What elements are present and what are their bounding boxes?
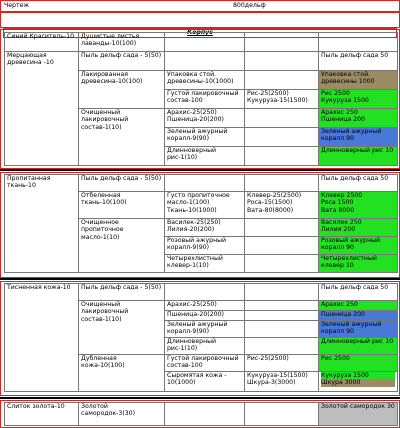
ingredient: Пыль дельф сада - 5(50) — [79, 175, 165, 192]
ingredient: Дубленная кожа-10(100) — [79, 355, 165, 392]
ingredient: Василек-25(250) Лилия-20(200) — [165, 219, 245, 237]
block-dye-wood — [0, 29, 400, 169]
result-cell: Пшеница 200 — [319, 311, 398, 321]
ingredient: Зеленый ажурный коралл-9(90) — [165, 128, 245, 147]
result-cell: Пыль дельф сада 50 — [319, 175, 398, 192]
ingredient: Зеленый ажурный коралл-9(90) — [165, 321, 245, 338]
ingredient: Арахис-25(250) Пшеница-20(200) — [165, 109, 245, 128]
ingredient: Кукуруза-15(1500) Шкура-3(3000) — [245, 372, 319, 392]
ingredient: Пыль дельф сада - 5(50) — [79, 52, 165, 71]
result-cell: Розовый ажурный коралл 90 — [319, 237, 398, 255]
ingredient: Длинноверный рис-1(10) — [165, 338, 245, 355]
result-cell: Зеленый ажурный коралл 90 — [319, 128, 398, 147]
ingredient: Клевер-25(2500) Роса-15(1500) Вата-80(8000) — [245, 192, 319, 219]
item-name: Пропитанная ткань-10 — [5, 175, 79, 273]
item-name: Тисненная кожа-10 — [5, 284, 79, 392]
block-cloth — [0, 172, 400, 278]
ingredient: Золотой самородок-3(30) — [79, 403, 165, 426]
ingredient: Рис-25(2500) Кукуруза-15(1500) — [245, 90, 319, 109]
block-gold — [0, 400, 400, 428]
result-cell: Кукуруза 1500 Шкура 3000 — [319, 372, 398, 392]
block-leather — [0, 281, 400, 396]
result-cell: Пыль дельф сада 50 — [319, 284, 398, 301]
result-cell: Золотой самородок 30 — [319, 403, 398, 426]
recipe-table-gold — [4, 402, 398, 426]
ingredient: Рис-25(2500) — [245, 355, 319, 372]
item-name: Мерцающая древесина -10 — [5, 52, 79, 166]
result-cell: Четырехлистный клевер 10 — [319, 255, 398, 273]
ingredient: Упаковка стой. древесины-10(1000) — [165, 71, 245, 90]
ingredient: Густой лакировочный состав-100 — [165, 90, 245, 109]
ingredient: Арахис-25(250) — [165, 301, 245, 311]
ingredient: Пшеница-20(200) — [165, 311, 245, 321]
ingredient: Лакированная древесина-10(100) — [79, 71, 165, 109]
ingredient: Густо пропиточное масло-1(100) Ткань-10(1000) — [165, 192, 245, 219]
item-name: Слиток золота-10 — [5, 403, 79, 426]
section-title: Корпус — [3, 28, 397, 38]
ingredient: Четырехлистный клевер-1(10) — [165, 255, 245, 273]
result-cell: Пыль дельф сада 50 — [319, 52, 398, 71]
result-cell: Рис 2500 — [319, 355, 398, 372]
divider — [0, 397, 400, 399]
blueprint-cost: 800дельф — [233, 2, 266, 9]
ingredient: Сыромятая кожа - 10(1000) — [165, 372, 245, 392]
ingredient: Очищенный лакировочный состав-1(10) — [79, 301, 165, 355]
recipe-table-cloth — [4, 174, 398, 273]
recipe-table-leather — [4, 283, 398, 392]
result-cell: Арахис 250 — [319, 301, 398, 311]
blueprint-title: Чертеж — [4, 2, 29, 9]
ingredient: Отбеленная ткань-10(100) — [79, 192, 165, 219]
item-name: Синий Краситель-10 — [5, 33, 79, 52]
result-cell: Длинноверный рис 10 — [319, 338, 398, 355]
ingredient: Розовый ажурный коралл-9(90) — [165, 237, 245, 255]
ingredient: Пыль дельф сада - 5(50) — [79, 284, 165, 301]
result-cell: Зеленый ажурный коралл 90 — [319, 321, 398, 338]
divider — [0, 278, 400, 280]
ingredient: Длинноверный рис-1(10) — [165, 147, 245, 166]
divider — [0, 169, 400, 171]
ingredient: Душистые листья лаванды-10(100) — [79, 33, 165, 52]
header-row — [0, 0, 400, 12]
ingredient: Очищенный лакировочный состав-1(10) — [79, 109, 165, 166]
result-cell: Длинноверный рис 10 — [319, 147, 398, 166]
ingredient: Густой лакировочный состав-100 — [165, 355, 245, 372]
section-row — [0, 12, 400, 36]
result-cell: Клевер 2500 Роса 1500 Вата 8000 — [319, 192, 398, 219]
recipe-table-wood — [4, 32, 398, 166]
result-cell: Рис 2500 Кукуруза 1500 — [319, 90, 398, 109]
ingredient: Очищенное пропиточное масло-1(10) — [79, 219, 165, 273]
result-cell: Арахис 250 Пшеница 200 — [319, 109, 398, 128]
result-cell: Упаковка стой. древесины 1000 — [319, 71, 398, 90]
result-cell: Василек 250 Лилия 200 — [319, 219, 398, 237]
